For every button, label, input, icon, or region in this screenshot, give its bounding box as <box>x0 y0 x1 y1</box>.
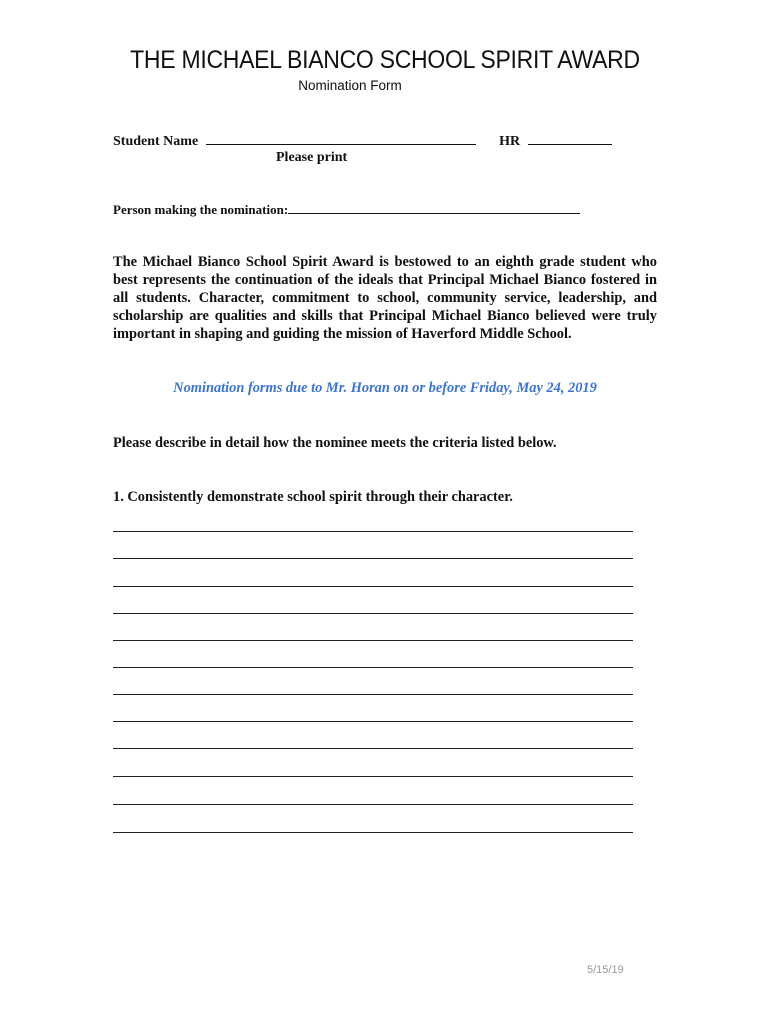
answer-line[interactable] <box>113 613 633 614</box>
answer-line[interactable] <box>113 832 633 833</box>
award-description: The Michael Bianco School Spirit Award is bestowed to an eighth grade student who best represents the continuation of the ideals that Principal Michael Bianco fostered in all students. Character, commitment to school, community service, leadership, and scholarship are qualities and skills that Principal Michael Bianco believed were truly important in shaping and guiding the mission of Haverford Middle School. <box>113 254 657 342</box>
answer-line[interactable] <box>113 721 633 722</box>
answer-line[interactable] <box>113 586 633 587</box>
please-print-note: Please print <box>276 150 348 165</box>
due-date-notice: Nomination forms due to Mr. Horan on or before Friday, May 24, 2019 <box>173 380 597 396</box>
instructions-text: Please describe in detail how the nominee meets the criteria listed below. <box>113 435 557 451</box>
nominator-label: Person making the nomination: <box>113 202 289 217</box>
footer-date: 5/15/19 <box>587 964 624 976</box>
form-title: THE MICHAEL BIANCO SCHOOL SPIRIT AWARD <box>130 46 640 74</box>
answer-line[interactable] <box>113 667 633 668</box>
answer-line[interactable] <box>113 748 633 749</box>
answer-line[interactable] <box>113 694 633 695</box>
student-name-field[interactable] <box>206 132 476 145</box>
form-subtitle: Nomination Form <box>298 78 402 93</box>
answer-line[interactable] <box>113 776 633 777</box>
answer-line[interactable] <box>113 558 633 559</box>
hr-field[interactable] <box>528 132 612 145</box>
nominator-field[interactable] <box>288 201 580 214</box>
student-name-row <box>113 132 612 150</box>
criterion-1: 1. Consistently demonstrate school spirit through their character. <box>113 489 513 505</box>
answer-line[interactable] <box>113 804 633 805</box>
student-name-label: Student Name <box>113 134 199 149</box>
hr-label: HR <box>499 134 521 149</box>
answer-line[interactable] <box>113 640 633 641</box>
answer-line[interactable] <box>113 531 633 532</box>
nominator-row <box>113 201 580 218</box>
